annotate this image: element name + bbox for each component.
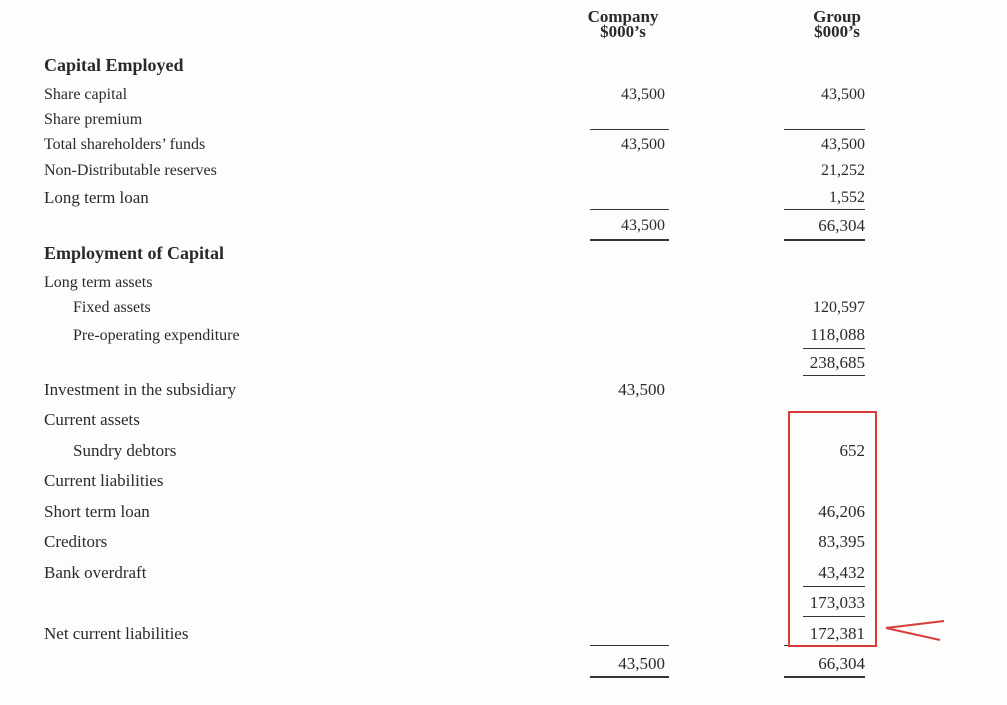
fixed-assets-group: 120,597 — [813, 299, 865, 316]
net-current-liabilities-group: 172,381 — [809, 624, 865, 643]
company-header-line1: Company — [587, 7, 659, 26]
group-final-double-rule — [784, 676, 865, 678]
employment-total-company: 43,500 — [618, 654, 665, 673]
preop-expenditure-group: 118,088 — [810, 325, 865, 344]
current-assets-label: Current assets — [44, 410, 140, 429]
preop-expenditure-label: Pre-operating expenditure — [73, 327, 240, 344]
capital-employed-title: Capital Employed — [44, 55, 184, 75]
lta-total-rule — [803, 375, 865, 376]
non-distributable-reserves-group: 21,252 — [821, 162, 865, 179]
sundry-debtors-group: 652 — [839, 441, 865, 460]
company-subtotal-rule-2 — [590, 209, 669, 210]
share-capital-company: 43,500 — [621, 86, 665, 103]
company-subtotal-rule-1 — [590, 129, 669, 130]
total-shareholders-funds-company: 43,500 — [621, 136, 665, 153]
company-column-header — [553, 9, 693, 39]
current-liabilities-total-group: 173,033 — [809, 593, 865, 612]
fixed-assets-label: Fixed assets — [73, 299, 151, 316]
employment-total-group: 66,304 — [818, 654, 865, 673]
group-total-double-rule — [784, 239, 865, 241]
highlight-box — [788, 411, 877, 647]
company-header-line2: $000’s — [600, 22, 646, 41]
lta-subtotal-rule — [803, 348, 865, 349]
bank-overdraft-label: Bank overdraft — [44, 563, 147, 582]
total-shareholders-funds-label: Total shareholders’ funds — [44, 136, 206, 153]
group-subtotal-rule-2 — [784, 209, 865, 210]
arrow-left-icon — [882, 608, 952, 648]
group-header-line1: Group — [813, 7, 861, 26]
net-current-liabilities-label: Net current liabilities — [44, 624, 189, 643]
group-header-line2: $000’s — [814, 22, 860, 41]
capital-employed-total-company: 43,500 — [621, 217, 665, 234]
long-term-loan-group: 1,552 — [829, 189, 865, 206]
creditors-group: 83,395 — [818, 532, 865, 551]
long-term-assets-label: Long term assets — [44, 274, 153, 291]
short-term-loan-group: 46,206 — [818, 502, 865, 521]
bank-overdraft-group: 43,432 — [818, 563, 865, 582]
capital-employed-total-group: 66,304 — [818, 216, 865, 235]
long-term-assets-total-group: 238,685 — [809, 353, 865, 372]
share-capital-label: Share capital — [44, 86, 128, 103]
group-column-header — [767, 9, 907, 39]
investment-subsidiary-company: 43,500 — [618, 380, 665, 399]
employment-of-capital-title: Employment of Capital — [44, 243, 224, 263]
sundry-debtors-label: Sundry debtors — [73, 441, 177, 460]
current-liabilities-label: Current liabilities — [44, 471, 164, 490]
share-capital-group: 43,500 — [821, 86, 865, 103]
company-final-double-rule — [590, 676, 669, 678]
non-distributable-reserves-label: Non-Distributable reserves — [44, 162, 217, 179]
company-total-double-rule — [590, 239, 669, 241]
long-term-loan-label: Long term loan — [44, 188, 149, 207]
creditors-label: Creditors — [44, 532, 108, 551]
share-premium-label: Share premium — [44, 111, 143, 128]
short-term-loan-label: Short term loan — [44, 502, 150, 521]
total-shareholders-funds-group: 43,500 — [821, 136, 865, 153]
investment-subsidiary-label: Investment in the subsidiary — [44, 380, 237, 399]
group-subtotal-rule-1 — [784, 129, 865, 130]
company-final-rule — [590, 645, 669, 646]
